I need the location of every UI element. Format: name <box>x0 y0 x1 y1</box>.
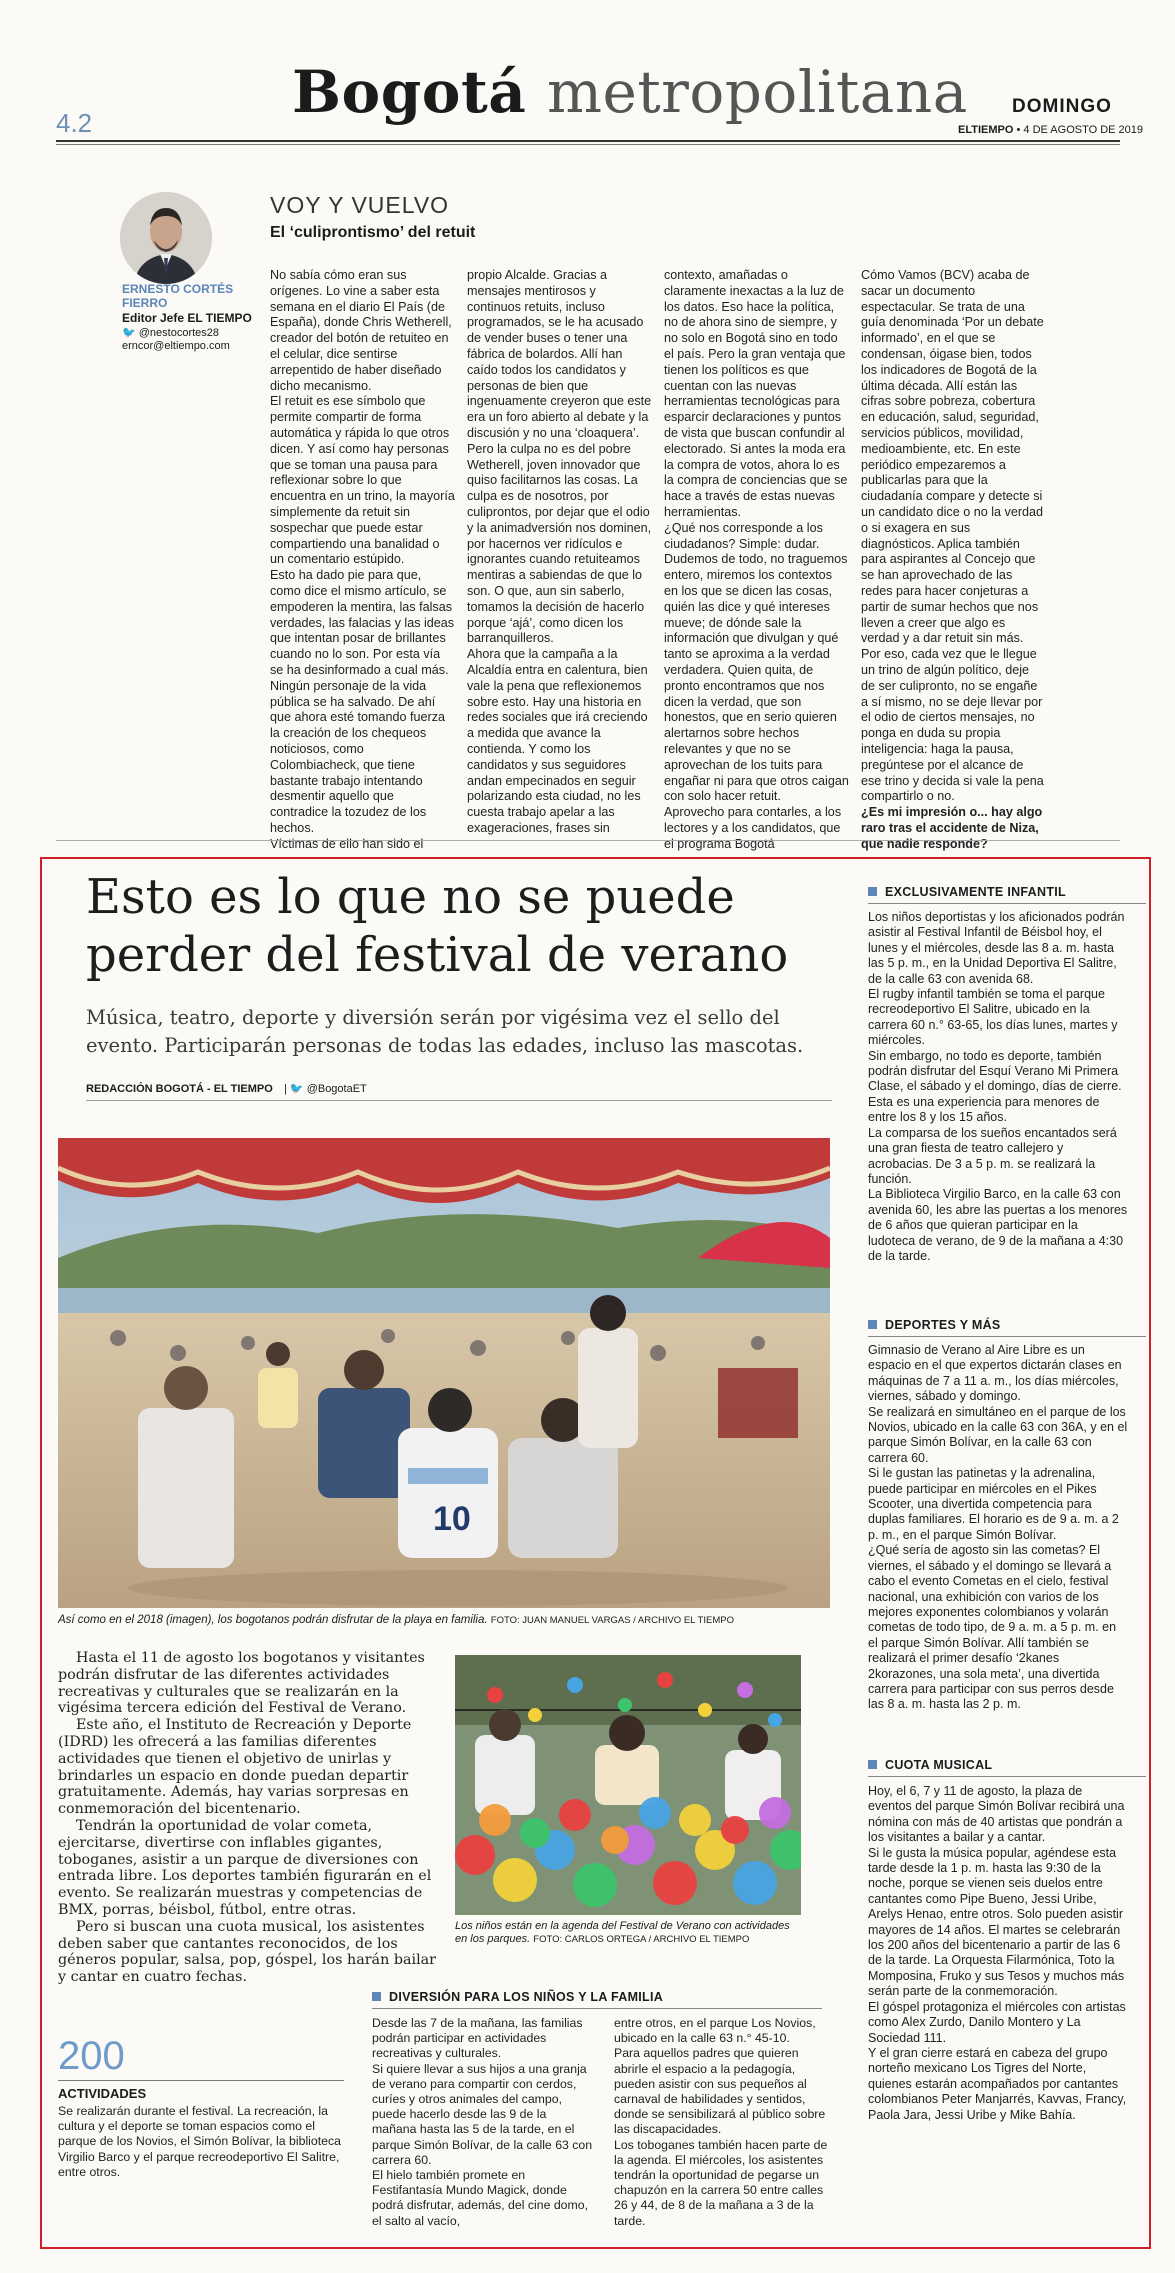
ball-pit-photo-caption <box>455 1920 801 1946</box>
beach-photo-caption <box>58 1614 830 1626</box>
section-title-light: metropolitana <box>547 58 968 126</box>
header-rule-thin <box>56 144 1120 145</box>
stat-label: ACTIVIDADES <box>58 2086 147 2101</box>
twitter-icon: 🐦 <box>122 327 136 339</box>
twitter-icon: | 🐦 <box>284 1083 304 1095</box>
beach-photo <box>58 1138 830 1608</box>
author-name: ERNESTO CORTÉS FIERRO <box>122 282 234 310</box>
paragraph: Pero la culpa no es del pobre Wetherell, joven innovador que quiso facilitarnos las cosas. La culpa es de nosotros, por culiprontos, por dejar que el odio y la animadversión nos dominen, por hacernos ver ridículos e ignorantes cuando retuiteamos mentiras a sabiendas de que lo son. O que, aun sin saberlo, tomamos la decisión de hacerlo porque ‘ajá’, como dicen los barranquilleros. <box>467 441 652 646</box>
paragraph: Si le gustan las patinetas y la adrenalina, puede participar en miércoles en el Pikes Scooter, una divertida competencia para duplas familiares. El horario es de 9 a. m. a 2 p. m., en el parque Simón Bolívar. <box>868 1466 1119 1542</box>
feature-body <box>58 1650 444 1986</box>
day-label: DOMINGO <box>1012 96 1112 117</box>
paragraph: Si quiere llevar a sus hijos a una granja de verano para compartir con cerdos, curíes y otros animales del campo, puede hacerlo desde las 9 de la mañana hasta las 5 de la tarde, en el parque Simón Bolívar, de la calle 63 con carrera 60. <box>372 2061 593 2167</box>
dateline <box>958 124 1143 136</box>
paragraph: Hasta el 11 de agosto los bogotanos y visitantes podrán disfrutar de las diferentes actividades recreativas y culturales que se realizarán en la vigésima tercera edición del Festival de Verano. <box>58 1650 425 1717</box>
stat-rule <box>58 2080 344 2081</box>
photo-credit: FOTO: CARLOS ORTEGA / ARCHIVO EL TIEMPO <box>533 1934 750 1945</box>
author-photo <box>120 192 212 284</box>
paragraph: Cómo Vamos (BCV) acaba de sacar un documento espectacular. Se trata de una guía denominada ‘Por un debate informado’, en el que se condensan, óigase bien, todos los indicadores de Bogotá de la última década. Allí están las cifras sobre pobreza, cobertura en educación, salud, seguridad, servicios públicos, movilidad, medioambiente, etc. En este periódico empezaremos a publicarlas para que la ciudadanía compare y detecte si un candidato dice o no la verdad o si exagera en sus diagnósticos. Aplica también para aspirantes al Concejo que se han aprovechado de las redes para hacer conjeturas a partir de sumar hechos que nos lleven a creer que algo es verdad y a dar retuit sin más. <box>861 268 1044 646</box>
caption-text: Los niños están en la agenda del Festival de Verano con actividades en los parques. <box>455 1920 790 1945</box>
paragraph: ¿Qué sería de agosto sin las cometas? El viernes, el sábado y el domingo se llevará a cabo el evento Cometas en el cielo, festival nacional, una exhibición con varios de los mejores exponentes colombianos y volarán cometas de todo tipo, de 9 a. m. a 5 p. m. en el parque Simón Bolívar. Allí también se realizará el primer desafío ‘2kanes 2korazones, una sola meta’, una divertida carrera para participar con sus perros desde las 8 a. m. hasta las 2 p. m. <box>868 1543 1117 1712</box>
author-role: Editor Jefe EL TIEMPO <box>122 311 252 325</box>
paragraph: Este año, el Instituto de Recreación y Deporte (IDRD) les ofrecerá a las familias diferentes actividades que tienen el objetivo de unirlas y brindarles un espacio en donde puedan departir gratuitamente. Además, hay varias sorpresas en conmemoración del bicentenario. <box>58 1717 412 1818</box>
stat-number: 200 <box>58 2034 125 2078</box>
paragraph: Aprovecho para contarles, a los lectores y a los candidatos, que el programa Bogotá <box>664 805 842 851</box>
box-rule <box>372 2008 822 2009</box>
paragraph: No sabía cómo eran sus orígenes. Lo vine a saber esta semana en el diario El País (de España), donde Chris Wetherell, creador del botón de retuiteo en el celular, dice sentirse arrepentido de haber diseñado dicho mecanismo. <box>270 268 452 393</box>
caption-text: Así como en el 2018 (imagen), los bogotanos podrán disfrutar de la playa en familia. <box>58 1614 488 1626</box>
paragraph: Hoy, el 6, 7 y 11 de agosto, la plaza de eventos del parque Simón Bolívar recibirá una nómina con más de 40 artistas que pondrán a los visitantes a bailar y a cantar. <box>868 1784 1125 1845</box>
section-title-bold: Bogotá <box>292 58 527 126</box>
paragraph: Desde las 7 de la mañana, las familias podrán participar en actividades recreativas y culturales. <box>372 2016 583 2061</box>
box-diversion-text-1 <box>372 2016 594 2228</box>
column-text-4 <box>861 268 1046 851</box>
paragraph: Por eso, cada vez que le llegue un trino de algún político, deje de ser culipronto, no se engañe a sí mismo, no se deje llevar por el odio de ciertos mensajes, no ponga en duda su propia inteligencia: haga la pausa, pregúntese por el alcance de ese trino y decida si vale la pena compartirlo o no. <box>861 647 1044 804</box>
box-cuota-title: CUOTA MUSICAL <box>868 1758 992 1772</box>
column-kicker: VOY Y VUELVO <box>270 192 450 218</box>
dateline-paper: ELTIEMPO <box>958 124 1014 136</box>
paragraph: Se realizará en simultáneo en el parque de los Novios, ubicado en la calle 63 con 36A, y en el parque Simón Bolívar, en la calle 63 con carrera 60. <box>868 1404 1128 1465</box>
box-diversion-text-2 <box>614 2016 836 2228</box>
box-deportes-text <box>868 1343 1128 1763</box>
feature-headline: Esto es lo que no se puede perder del festival de verano <box>86 869 789 983</box>
column-text-3 <box>664 268 849 851</box>
paragraph: Esto ha dado pie para que, como dice el mismo artículo, se empoderen la mentira, las falsas verdades, las falacias y las ideas que intentan posar de brillantes cuando no lo son. Por esta vía se ha desinformado a cual más. Ningún personaje de la vida pública se ha salvado. De ahí que ahora esté tomando fuerza la creación de los chequeos noticiosos, como Colombiacheck, que tiene bastante trabajo intentando desmentir aquello que contradice la tozudez de los hechos. <box>270 568 455 835</box>
paragraph: ¿Es mi impresión o... hay algo raro tras el accidente de Niza, que nadie responde? <box>861 805 1043 851</box>
byline-twitter-handle: @BogotaET <box>306 1083 367 1095</box>
paragraph: Víctimas de ello han sido el <box>270 836 424 851</box>
byline-twitter[interactable] <box>284 1082 367 1095</box>
author-twitter[interactable] <box>122 326 219 339</box>
paragraph: Si le gusta la música popular, agéndese esta tarde desde la 1 p. m. hasta las 9:30 de la noche, porque se vienen seis duelos entre cantantes como Pipe Bueno, Jessi Uribe, Arelys Henao, entre otros. Solo pueden asistir mayores de 14 años. El martes se celebrarán los 200 años del bicentenario a partir de las 6 de la tarde. La Orquesta Filarmónica, Toto la Momposina, Fruko y sus Tesos y muchos más serán parte de la conmemoración. <box>868 1845 1125 1999</box>
paragraph: Y el gran cierre estará en cabeza del grupo norteño mexicano Los Tigres del Norte, quienes estarán acompañados por cantantes colombianos Peter Manjarrés, Kavvas, Francy, Paola Jara, Jessi Uribe y Mike Bahía. <box>868 2045 1127 2122</box>
box-cuota-text <box>868 1784 1128 2244</box>
box-rule <box>868 1776 1146 1777</box>
paragraph: La comparsa de los sueños encantados será una gran fiesta de teatro callejero y acrobacias. De 3 a 5 p. m. se realizará la función. <box>868 1125 1117 1186</box>
dateline-date: • 4 DE AGOSTO DE 2019 <box>1016 124 1144 136</box>
ball-pit-photo <box>455 1655 801 1915</box>
column-headline: El ‘culiprontismo’ del retuit <box>270 224 476 241</box>
byline: REDACCIÓN BOGOTÁ - EL TIEMPO <box>86 1083 273 1095</box>
paragraph: El retuit es ese símbolo que permite compartir de forma automática y rápida lo que otros dicen. Y así como hay personas que se toman una pausa para reflexionar sobre lo que encuentra en un trino, la mayoría simplemente da retuit sin sospechar que puede estar compartiendo una banalidad o un comentario estúpido. <box>270 394 455 567</box>
paragraph: Gimnasio de Verano al Aire Libre es un espacio en el que expertos dictarán clases en máquinas de 7 a 11 a. m., los días miércoles, viernes, sábado y domingo. <box>868 1343 1122 1404</box>
paragraph: Tendrán la oportunidad de volar cometa, ejercitarse, divertirse con inflables gigantes, toboganes, asistir a un parque de diversiones con entrada libre. Los deportes también figurarán en el evento. Se realizarán muestras y competencias de BMX, porras, béisbol, fútbol, entre otras. <box>58 1817 432 1918</box>
paragraph: contexto, amañadas o claramente inexactas a la luz de los datos. Eso hace la política, no de ahora sino de siempre, y no solo en Bogotá sino en todo el país. Pero la gran ventaja que tienen los políticos es que cuentan con las nuevas herramientas tecnológicas para esparcir declaraciones y puntos de vista que buscan confundir al electorado. Si antes la moda era la compra de votos, ahora lo es la compra de conciencias que se hace a través de estas nuevas herramientas. <box>664 268 848 519</box>
paragraph: Ahora que la campaña a la Alcaldía entra en calentura, bien vale la pena que reflexionemos sobre esto. Hay una historia en redes sociales que irá creciendo a medida que avance la contienda. Y como los candidatos y sus seguidores andan empecinados en seguir polarizando esta ciudad, no les cuesta trabajo apelar a las exageraciones, frases sin <box>467 647 648 835</box>
box-infantil-text <box>868 910 1128 1330</box>
paragraph: Sin embargo, no todo es deporte, también podrán disfrutar del Esquí Verano Mi Primera Clase, el sábado y el domingo, días de cierre. Esta es una experiencia para menores de entre los 8 y los 15 años. <box>868 1048 1122 1125</box>
box-diversion-title: DIVERSIÓN PARA LOS NIÑOS Y LA FAMILIA <box>372 1990 663 2004</box>
box-infantil-title: EXCLUSIVAMENTE INFANTIL <box>868 885 1066 899</box>
box-rule <box>868 1336 1146 1337</box>
paragraph: entre otros, en el parque Los Novios, ubicado en la calle 63 n.° 45-10. <box>614 2016 816 2046</box>
header-rule <box>56 140 1120 142</box>
section-divider <box>56 840 1120 841</box>
author-twitter-handle: @nestocortes28 <box>138 327 220 339</box>
shirt-number: 10 <box>433 1500 471 1538</box>
paragraph: Para aquellos padres que quieren abrirle el espacio a la pedagogía, pueden asistir con sus pequeños al carnaval de habilidades y sentidos, donde se sensibilizará al público sobre las discapacidades. <box>614 2046 826 2137</box>
box-rule <box>868 903 1146 904</box>
stat-text: Se realizarán durante el festival. La recreación, la cultura y el deporte se toman espacios como el parque de los Novios, el Simón Bolívar, la biblioteca Virgilio Barco y el parque recreodeportivo El Salitre, entre otros. <box>58 2104 341 2179</box>
paragraph: El rugby infantil también se toma el parque recreodeportivo El Salitre, ubicado en la carrera 60 n.° 63-65, los días lunes, martes y miércoles. <box>868 987 1118 1048</box>
author-email[interactable]: erncor@eltiempo.com <box>122 340 230 352</box>
paragraph: ¿Qué nos corresponde a los ciudadanos? Simple: dudar. Dudemos de todo, no traguemos entero, miremos los contextos en los que se dicen las cosas, quién las dice y qué intereses mueve; de dónde sale la información que divulgan y qué tanto se aproxima a la verdad verdadera. Quien quita, de pronto encontramos que nos dicen la verdad, que son honestos, que en serio quieren alertarnos sobre hechos relevantes y que no se aprovechan de los tuits para engañar ni para que otros caigan con solo hacer retuit. <box>664 520 849 804</box>
paragraph: La Biblioteca Virgilio Barco, en la calle 63 con avenida 60, les abre las puertas a los menores de 6 años que quieran participar en la ludoteca de verano, de 9 de la mañana a 4:30 de la tarde. <box>868 1187 1128 1263</box>
paragraph: Los toboganes también hacen parte de la agenda. El miércoles, los asistentes tendrán la oportunidad de pegarse un chapuzón en la carrera 50 entre calles 26 y 44, de 8 de la mañana a 3 de la tarde. <box>614 2137 828 2228</box>
paragraph: propio Alcalde. Gracias a mensajes mentirosos y continuos retuits, incluso programados, se le ha acusado de vender buses o tener una fábrica de bolardos. Allí han caído todos los candidatos y personas de bien que ingenuamente creyeron que este era un foro abierto al debate y la discusión y no una ‘cloaquera’. <box>467 268 652 440</box>
column-text-1 <box>270 268 455 851</box>
box-deportes-title: DEPORTES Y MÁS <box>868 1318 1001 1332</box>
paragraph: El hielo también promete en Festifantasía Mundo Magick, donde podrá disfrutar, además, del cine domo, el salto al vacío, <box>372 2168 588 2228</box>
byline-rule <box>86 1100 832 1101</box>
paragraph: Los niños deportistas y los aficionados podrán asistir al Festival Infantil de Béisbol hoy, el lunes y el miércoles, desde las 8 a. m. hasta las 5 p. m., en la Unidad Deportiva El Salitre, de la calle 63 con avenida 68. <box>868 910 1125 986</box>
photo-credit: FOTO: JUAN MANUEL VARGAS / ARCHIVO EL TIEMPO <box>490 1615 734 1626</box>
section-title <box>292 58 968 126</box>
paragraph: Pero si buscan una cuota musical, los asistentes deben saber que cantantes reconocidos, de los géneros popular, salsa, pop, góspel, los harán bailar y cantar en cuatro fechas. <box>58 1918 437 1986</box>
paragraph: El góspel protagoniza el miércoles con artistas como Alex Zurdo, Danilo Montero y La Sociedad 111. <box>868 1999 1126 2045</box>
feature-deck: Música, teatro, deporte y diversión serán por vigésima vez el sello del evento. Participarán personas de todas las edades, incluso las mascotas. <box>86 1006 804 1057</box>
page-number: 4.2 <box>56 108 93 138</box>
column-text-2 <box>467 268 652 835</box>
